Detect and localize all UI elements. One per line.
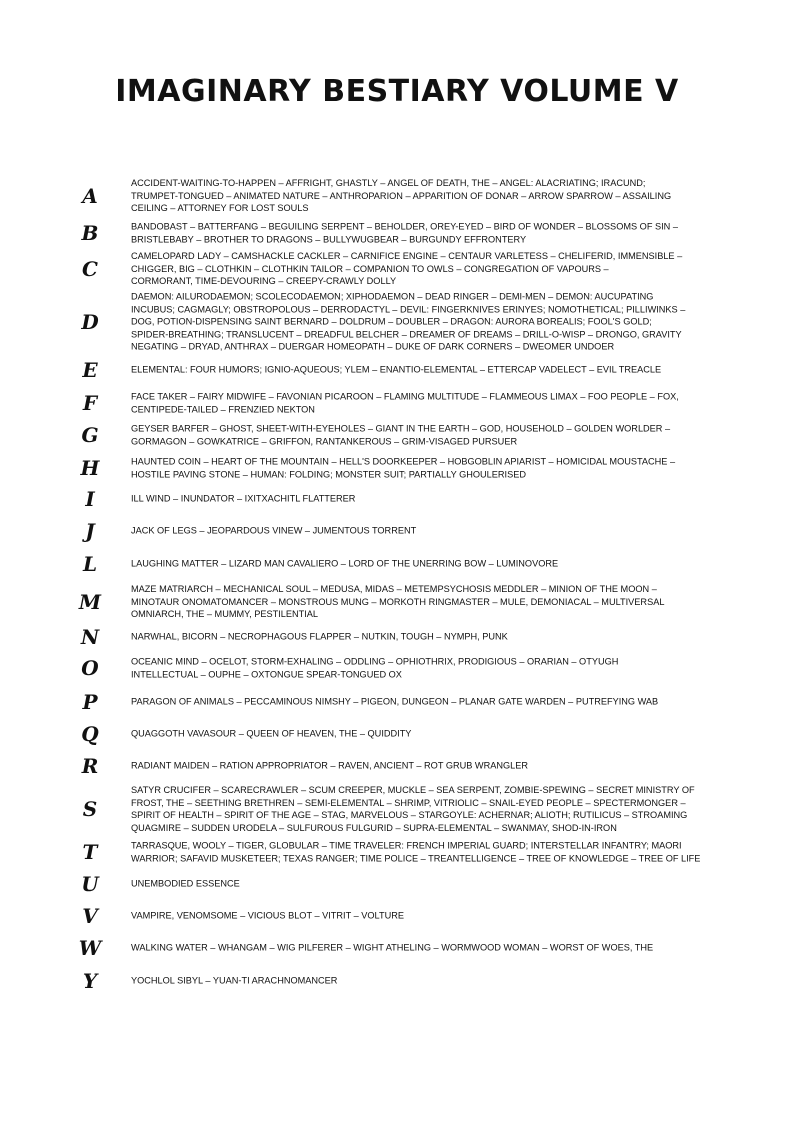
entry-v <box>0 906 794 926</box>
entry-text: NARWHAL, BICORN – NECROPHAGOUS FLAPPER – NUTKIN, TOUGH – NYMPH, PUNK <box>131 631 508 642</box>
entry-text: MAZE MATRIARCH – MECHANICAL SOUL – MEDUSA, MIDAS – METEMPSYCHOSIS MEDDLER – MINION OF THE MOON – MINOTAUR ONOMATOMANCER – MONSTROUS MUNG – MORKOTH RINGMASTER – MULE, DEMONIACAL – MULTIVERSAL OMNIARCH, THE – MUMMY, PESTILENTIAL <box>131 584 665 620</box>
entry-u <box>0 874 794 894</box>
entry-s <box>0 783 794 835</box>
entry-text: YOCHLOL SIBYL – YUAN-TI ARACHNOMANCER <box>131 975 338 986</box>
index-letter: C <box>82 257 98 281</box>
entry-f <box>0 389 794 417</box>
index-letter: N <box>80 625 100 649</box>
entry-l <box>0 554 794 574</box>
index-letter: S <box>82 797 98 821</box>
index-letter: D <box>81 310 99 334</box>
entry-y <box>0 971 794 991</box>
entry-text: QUAGGOTH VAVASOUR – QUEEN OF HEAVEN, THE – QUIDDITY <box>131 728 412 739</box>
entry-text: GEYSER BARFER – GHOST, SHEET-WITH-EYEHOLES – GIANT IN THE EARTH – GOD, HOUSEHOLD – GOLDEN WORLDER – GORMAGON – GOWKATRICE – GRIFFON, RANTANKEROUS – GRIM-VISAGED PURSUER <box>131 423 671 446</box>
index-letter: G <box>81 423 99 447</box>
entry-i <box>0 489 794 509</box>
entry-text: LAUGHING MATTER – LIZARD MAN CAVALIERO – LORD OF THE UNERRING BOW – LUMINOVORE <box>131 558 559 569</box>
entry-d <box>0 290 794 354</box>
entry-text: DAEMON: AILURODAEMON; SCOLECODAEMON; XIPHODAEMON – DEAD RINGER – DEMI-MEN – DEMON: AUCUPATING INCUBUS; CAGMAGLY; OBSTROPOLOUS – DERRODACTYL – DEVIL: FINGERKNIVES ERINYES; NOMOTHETICAL; PILLIWINKS – DOG, POTION-DISPENSING SAINT BERNARD – DOLDRUM – DOUBLER – DRAGON: AURORA BOREALIS; FOOL'S GOLD; SPIDER-BREATHING; TRANSLUCENT – DREADFUL BELCHER – DREAMER OF DREAMS – DRILL-O-WISP – DRONGO, GRAVITY NEGATING – DRYAD, ANTHRAX – DUERGAR HOMEOPATH – DUKE OF DARK CORNERS – DWEOMER UNDOER <box>131 291 686 352</box>
entry-w <box>0 938 794 958</box>
index-letter: B <box>81 221 99 245</box>
entry-text: UNEMBODIED ESSENCE <box>131 878 240 889</box>
index-letter: J <box>85 519 95 543</box>
entry-text: WALKING WATER – WHANGAM – WIG PILFERER – WIGHT ATHELING – WORMWOOD WOMAN – WORST OF WOES, THE <box>131 942 654 953</box>
entry-text: OCEANIC MIND – OCELOT, STORM-EXHALING – ODDLING – OPHIOTHRIX, PRODIGIOUS – ORARIAN – OTYUGH INTELLECTUAL – OUPHE – OXTONGUE SPEAR-TONGUED OX <box>131 656 619 679</box>
entry-text: JACK OF LEGS – JEOPARDOUS VINEW – JUMENTOUS TORRENT <box>131 525 417 536</box>
entry-text: ELEMENTAL: FOUR HUMORS; IGNIO-AQUEOUS; YLEM – ENANTIO-ELEMENTAL – ETTERCAP VADELECT – EVIL TREACLE <box>131 364 662 375</box>
entry-c <box>0 249 794 289</box>
index-letter: U <box>81 872 99 896</box>
page-title: IMAGINARY BESTIARY VOLUME V <box>115 74 679 109</box>
entry-m <box>0 582 794 622</box>
entry-p <box>0 692 794 712</box>
entry-text: PARAGON OF ANIMALS – PECCAMINOUS NIMSHY – PIGEON, DUNGEON – PLANAR GATE WARDEN – PUTREFYING WAB <box>131 696 659 707</box>
index-letter: A <box>82 184 98 208</box>
entry-text: SATYR CRUCIFER – SCARECRAWLER – SCUM CREEPER, MUCKLE – SEA SERPENT, ZOMBIE-SPEWING – SECRET MINISTRY OF FROST, THE – SEETHING BRETHREN – SEMI-ELEMENTAL – SHRIMP, VITRIOLIC – SNAIL-EYED PEOPLE – SPECTERMONGER – SPIRIT OF HEALTH – SPIRIT OF THE AGE – STAG, MARVELOUS – STARGOYLE: ACHERNAR; ALIOTH; RUTILICUS – STROAMING QUAGMIRE – SUDDEN URODELA – SULFUROUS FULGURID – SUPRA-ELEMENTAL – SWANMAY, SHOD-IN-IRON <box>131 784 695 833</box>
index-letter: L <box>82 552 98 576</box>
entry-text: CAMELOPARD LADY – CAMSHACKLE CACKLER – CARNIFICE ENGINE – CENTAUR VARLETESS – CHELIFERID, IMMENSIBLE – CHIGGER, BIG – CLOTHKIN – CLOTHKIN TAILOR – COMPANION TO OWLS – CONGREGATION OF VAPOURS – CORMORANT, TIME-DEVOURING – CREEPY-CRAWLY DOLLY <box>131 251 683 287</box>
entry-g <box>0 421 794 449</box>
index-letter: F <box>82 391 98 415</box>
index-letter: V <box>82 904 98 928</box>
index-letter: M <box>78 590 102 614</box>
entry-a <box>0 176 794 216</box>
entry-n <box>0 627 794 647</box>
entry-b <box>0 219 794 247</box>
index-letter: I <box>85 487 95 511</box>
entry-q <box>0 724 794 744</box>
index-letter: Q <box>81 722 99 746</box>
entry-r <box>0 756 794 776</box>
index-letter: Y <box>82 969 98 993</box>
index-letter: H <box>80 456 100 480</box>
entry-e <box>0 360 794 380</box>
entry-o <box>0 654 794 682</box>
index-letter: T <box>82 840 98 864</box>
index-letter: O <box>81 656 99 680</box>
entry-j <box>0 521 794 541</box>
entry-text: ACCIDENT-WAITING-TO-HAPPEN – AFFRIGHT, GHASTLY – ANGEL OF DEATH, THE – ANGEL: ALACRIATING; IRACUND; TRUMPET-TONGUED – ANIMATED NATURE – ANTHROPARION – APPARITION OF DONAR – ARROW SPARROW – ASSAILING CEILING – ATTORNEY FOR LOST SOULS <box>131 178 672 214</box>
entry-text: VAMPIRE, VENOMSOME – VICIOUS BLOT – VITRIT – VOLTURE <box>131 910 404 921</box>
entry-text: RADIANT MAIDEN – RATION APPROPRIATOR – RAVEN, ANCIENT – ROT GRUB WRANGLER <box>131 760 529 771</box>
index-letter: R <box>81 754 99 778</box>
index-letter: E <box>82 358 98 382</box>
entry-text: BANDOBAST – BATTERFANG – BEGUILING SERPENT – BEHOLDER, OREY-EYED – BIRD OF WONDER – BLOSSOMS OF SIN – BRISTLEBABY – BROTHER TO DRAGONS – BULLYWUGBEAR – BURGUNDY EFFRONTERY <box>131 221 678 244</box>
entry-text: TARRASQUE, WOOLY – TIGER, GLOBULAR – TIME TRAVELER: FRENCH IMPERIAL GUARD; INTERSTELLAR INFANTRY; MAORI WARRIOR; SAFAVID MUSKETEER; TEXAS RANGER; TIME POLICE – TREANTELLIGENCE – TREE OF KNOWLEDGE – TREE OF LIFE <box>131 840 701 863</box>
index-letter: W <box>78 936 102 960</box>
entry-text: ILL WIND – INUNDATOR – IXITXACHITL FLATTERER <box>131 493 356 504</box>
entry-text: HAUNTED COIN – HEART OF THE MOUNTAIN – HELL'S DOORKEEPER – HOBGOBLIN APIARIST – HOMICIDAL MOUSTACHE – HOSTILE PAVING STONE – HUMAN: FOLDING; MONSTER SUIT; PARTIALLY GHOULERISED <box>131 456 676 479</box>
entry-t <box>0 838 794 866</box>
entry-h <box>0 454 794 482</box>
entry-text: FACE TAKER – FAIRY MIDWIFE – FAVONIAN PICAROON – FLAMING MULTITUDE – FLAMMEOUS LIMAX – FOO PEOPLE – FOX, CENTIPEDE-TAILED – FRENZIED NEKTON <box>131 391 679 414</box>
index-letter: P <box>82 690 98 714</box>
